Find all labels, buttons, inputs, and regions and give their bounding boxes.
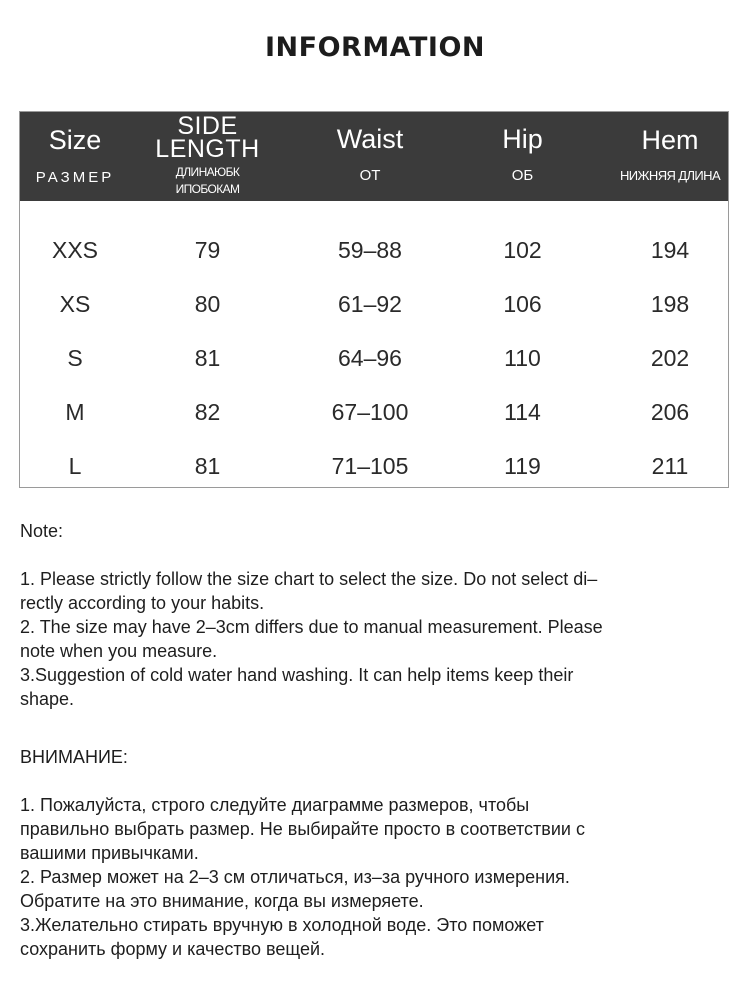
size-chart-table: [19, 111, 729, 488]
note-line: 3.Желательно стирать вручную в холодной воде. Это поможет: [20, 915, 544, 935]
header-hem-label: Hem: [641, 125, 699, 155]
header-size-sublabel: РАЗМЕР: [35, 169, 115, 186]
header-side-length-line1: SIDE: [177, 112, 238, 140]
table-row: [20, 439, 728, 493]
note-line: вашими привычками.: [20, 843, 199, 863]
cell-waist: 61–92: [338, 291, 402, 317]
table-row: [20, 223, 728, 277]
table-row: [20, 277, 728, 331]
note-line: 2. Размер может на 2–3 см отличаться, из–за ручного измерения.: [20, 867, 570, 887]
header-size: [20, 112, 130, 201]
cell-size: S: [67, 345, 83, 371]
header-side-length-sub1: ДЛИНАЮБК: [175, 165, 240, 179]
cell-waist: 71–105: [331, 453, 409, 479]
note-heading: Note:: [20, 521, 64, 541]
table-row: [20, 385, 728, 439]
cell-waist: 59–88: [338, 237, 402, 263]
cell-size: XXS: [51, 237, 99, 263]
note-line: Обратите на это внимание, когда вы измеряете.: [20, 891, 424, 911]
cell-hem: 198: [650, 291, 690, 317]
header-waist: [300, 112, 440, 201]
note-line: 3.Suggestion of cold water hand washing. It can help items keep their: [20, 665, 574, 685]
page-title: INFORMATION: [264, 32, 485, 63]
header-hip-sublabel: ОБ: [511, 167, 534, 184]
cell-hem: 202: [650, 345, 690, 371]
header-side-length-line2: LENGTH: [155, 135, 260, 163]
cell-side-length: 80: [194, 291, 221, 317]
cell-side-length: 81: [194, 345, 221, 371]
note-line: rectly according to your habits.: [20, 593, 265, 613]
note-line: 1. Please strictly follow the size chart to select the size. Do not select di–: [20, 569, 598, 589]
table-header: [20, 112, 728, 201]
cell-side-length: 81: [194, 453, 221, 479]
cell-waist: 64–96: [338, 345, 402, 371]
note-line: 1. Пожалуйста, строго следуйте диаграмме размеров, чтобы: [20, 795, 530, 815]
note-heading: ВНИМАНИЕ:: [20, 747, 128, 767]
note-line: 2. The size may have 2–3cm differs due to manual measurement. Please: [20, 617, 603, 637]
note-english: [20, 519, 730, 711]
cell-hip: 110: [504, 345, 541, 371]
note-line: shape.: [20, 689, 75, 709]
cell-side-length: 82: [194, 399, 221, 425]
note-russian: [20, 745, 730, 961]
cell-waist: 67–100: [331, 399, 409, 425]
cell-hip: 102: [503, 237, 542, 263]
note-line: note when you measure.: [20, 641, 218, 661]
header-side-length-sub2: ИПОБОКАМ: [175, 182, 240, 196]
header-hem-sublabel: НИЖНЯЯ ДЛИНА: [619, 168, 721, 183]
cell-hip: 119: [504, 453, 541, 479]
cell-hem: 206: [650, 399, 690, 425]
header-hip: [460, 112, 585, 201]
cell-size: M: [65, 399, 85, 425]
note-line: сохранить форму и качество вещей.: [20, 939, 326, 959]
header-waist-label: Waist: [336, 124, 404, 154]
cell-size: L: [68, 453, 82, 479]
cell-hip: 106: [503, 291, 542, 317]
cell-hip: 114: [504, 399, 541, 425]
header-hip-label: Hip: [502, 124, 543, 154]
header-side-length: [140, 112, 275, 201]
cell-size: XS: [59, 291, 91, 317]
table-row: [20, 331, 728, 385]
cell-hem: 211: [651, 453, 689, 479]
header-waist-sublabel: ОТ: [359, 167, 381, 184]
cell-hem: 194: [650, 237, 690, 263]
header-size-label: Size: [48, 125, 102, 155]
header-hem: [605, 112, 735, 201]
note-line: правильно выбрать размер. Не выбирайте просто в соответствии с: [20, 819, 585, 839]
cell-side-length: 79: [194, 237, 221, 263]
